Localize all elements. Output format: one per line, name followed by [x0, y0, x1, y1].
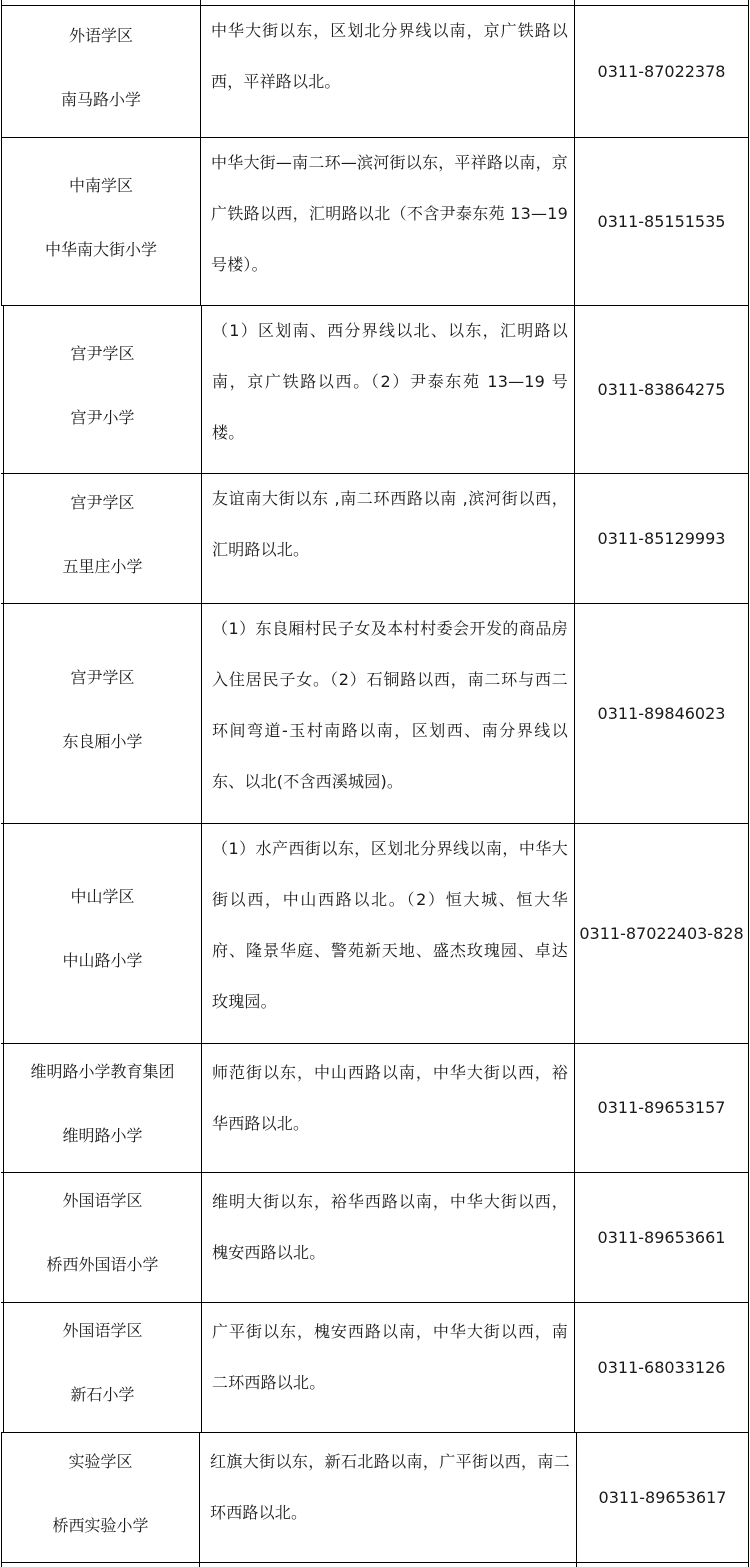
- school-district-name: 外语学区: [68, 26, 133, 45]
- school-district-name: 宫尹学区: [70, 344, 135, 363]
- school-name: 中山路小学: [62, 951, 143, 970]
- school-district-name: 宫尹学区: [70, 493, 135, 512]
- contact-phone: 0311-87022403-828: [579, 923, 744, 943]
- enrollment-area-description: 广平街以东，槐安西路以南，中华大街以西，南二环西路以北。: [212, 1322, 568, 1392]
- table-border-right: [748, 823, 749, 1043]
- enrollment-area-description: 师范街以东，中山西路以南，中华大街以西，裕华西路以北。: [212, 1063, 568, 1133]
- school-name: 五里庄小学: [62, 557, 143, 576]
- table-border-right: [748, 1302, 749, 1432]
- school-district-name: 实验学区: [68, 1452, 133, 1471]
- enrollment-area-description: （1）区划南、西分界线以北、以东，汇明路以南，京广铁路以西。（2）尹泰东苑 13—19 号楼。: [212, 321, 568, 442]
- contact-phone: 0311-85151535: [597, 211, 726, 231]
- table-border-right: [748, 473, 749, 603]
- school-name: 宫尹小学: [70, 408, 135, 427]
- table-border-left: [3, 603, 4, 823]
- enrollment-area-description: 中华大街以东，区划北分界线以南，京广铁路以西，平祥路以北。: [211, 21, 568, 91]
- enrollment-area-description: （1）水产西街以东，区划北分界线以南，中华大街以西，中山西路以北。（2）恒大城、恒大华府、隆景华庭、警苑新天地、盛杰玫瑰园、卓达玫瑰园。: [212, 839, 568, 1011]
- enrollment-area-description: （1）东良厢村民子女及本村村委会开发的商品房入住居民子女。（2）石铜路以西，南二环与西二环间弯道-玉村南路以南，区划西、南分界线以东、以北(不含西溪城园)。: [212, 619, 568, 791]
- school-district-name: 维明路小学教育集团: [30, 1062, 175, 1081]
- column-divider: [576, 1562, 577, 1567]
- contact-phone: 0311-89653157: [597, 1098, 726, 1117]
- school-district-name: 中山学区: [70, 887, 135, 906]
- school-name: 桥西外国语小学: [46, 1255, 159, 1274]
- table-border-right: [748, 1172, 749, 1302]
- school-name: 维明路小学: [62, 1126, 143, 1145]
- table-border-right: [748, 1432, 749, 1562]
- contact-phone: 0311-89653617: [598, 1487, 727, 1507]
- column-divider: [199, 1562, 200, 1567]
- table-border-right: [748, 603, 749, 823]
- contact-phone: 0311-83864275: [597, 379, 726, 399]
- enrollment-area-description: 中华大街—南二环—滨河街以东，平祥路以南，京广铁路以西，汇明路以北（不含尹泰东苑 13—19 号楼）。: [211, 153, 568, 274]
- contact-phone: 0311-87022378: [597, 61, 726, 81]
- enrollment-area-description: 友谊南大街以东 ,南二环西路以南 ,滨河街以西，汇明路以北。: [212, 489, 568, 559]
- table-border-right: [748, 1562, 749, 1567]
- school-district-name: 中南学区: [68, 176, 133, 195]
- school-district-name: 外国语学区: [62, 1191, 143, 1210]
- table-border-left: [3, 305, 4, 473]
- school-name: 中华南大街小学: [44, 240, 157, 259]
- school-district-name: 宫尹学区: [70, 668, 135, 687]
- table-border-right: [748, 5, 749, 137]
- contact-phone: 0311-89846023: [597, 703, 726, 723]
- table-border-left: [3, 823, 4, 1043]
- contact-phone: 0311-85129993: [597, 528, 726, 548]
- row-border: [1, 1562, 749, 1563]
- enrollment-area-description: 红旗大街以东，新石北路以南，广平街以西，南二环西路以北。: [210, 1452, 570, 1522]
- school-name: 新石小学: [70, 1385, 135, 1404]
- school-name: 南马路小学: [60, 90, 141, 109]
- contact-phone: 0311-68033126: [597, 1357, 726, 1377]
- enrollment-area-description: 维明大街以东，裕华西路以南，中华大街以西，槐安西路以北。: [212, 1192, 568, 1262]
- school-district-name: 外国语学区: [62, 1321, 143, 1340]
- table-border-right: [748, 305, 749, 473]
- contact-phone: 0311-89653661: [597, 1227, 726, 1247]
- table-border-left: [1, 1562, 2, 1567]
- table-border-right: [748, 1043, 749, 1172]
- school-name: 东良厢小学: [62, 732, 143, 751]
- table-border-left: [1, 137, 2, 305]
- table-border-right: [748, 137, 749, 305]
- school-name: 桥西实验小学: [52, 1516, 149, 1535]
